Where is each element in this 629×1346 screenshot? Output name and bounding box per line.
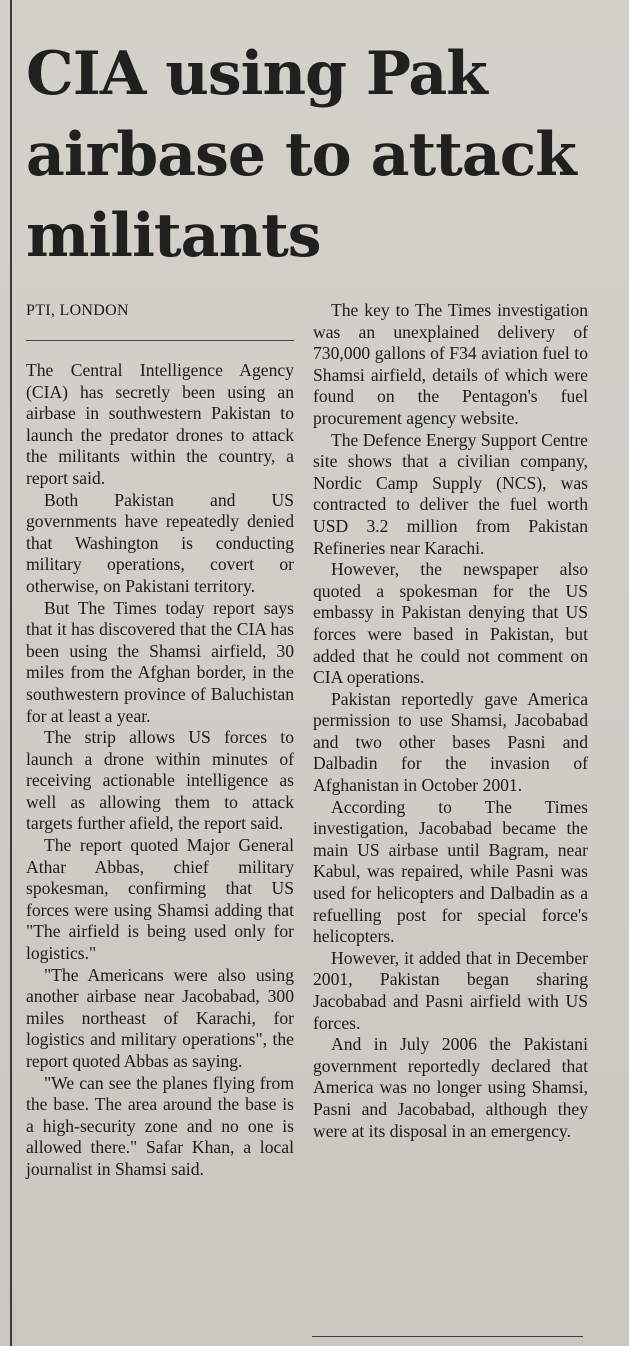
paragraph: However, it added that in December 2001, Pakistan began sharing Jacobabad and Pasni airfield with US forces. [313,947,588,1033]
column-rule [10,0,12,1346]
byline: PTI, LONDON [26,300,294,341]
paragraph: "The Americans were also using another airbase near Jacobabad, 300 miles northeast of Karachi, for logistics and military operations", the report quoted Abbas as saying. [26,964,294,1071]
paragraph: And in July 2006 the Pakistani government reportedly declared that America was no longer using Shamsi, Pasni and Jacobabad, although they were at its disposal in an emergency. [313,1034,588,1141]
paragraph: Pakistan reportedly gave America permission to use Shamsi, Jacobabad and two other bases Pasni and Dalbadin for the invasion of Afghanistan in October 2001. [313,688,588,796]
paragraph: The Central Intelligence Agency (CIA) has secretly been using an airbase in southwestern Pakistan to launch the predator drones to attack the militants within the country, a report said. [26,360,294,488]
paragraph: "We can see the planes flying from the base. The area around the base is a high-security zone and no one is allowed there." Safar Khan, a local journalist in Shamsi said. [26,1072,294,1179]
right-column [313,300,588,1142]
paragraph: However, the newspaper also quoted a spokesman for the US embassy in Pakistan denying that US forces were based in Pakistan, but added that he could not comment on CIA operations. [313,559,588,688]
headline: CIA using Pak airbase to attack militants [26,39,576,271]
bottom-rule [312,1336,583,1337]
paragraph: The strip allows US forces to launch a drone within minutes of receiving actionable intelligence as well as allowing them to attack targets further afield, the report said. [26,727,294,834]
paragraph: The key to The Times investigation was an unexplained delivery of 730,000 gallons of F34 aviation fuel to Shamsi airfield, details of which were found on the Pentagon's fuel procurement agency website. [313,300,588,428]
paragraph: The Defence Energy Support Centre site shows that a civilian company, Nordic Camp Supply (NCS), was contracted to deliver the fuel worth USD 3.2 million from Pakistan Refineries near Karachi. [313,429,588,558]
left-column [26,300,294,1181]
paragraph: The report quoted Major General Athar Abbas, chief military spokesman, confirming that US forces were using Shamsi adding that "The airfield is being used only for logistics." [26,835,294,964]
paragraph: But The Times today report says that it has discovered that the CIA has been using the Shamsi airfield, 30 miles from the Afghan border, in the southwestern province of Baluchistan for at least a year. [26,597,294,726]
paragraph: Both Pakistan and US governments have repeatedly denied that Washington is conducting military operations, covert or otherwise, on Pakistani territory. [26,489,294,596]
paragraph: According to The Times investigation, Jacobabad became the main US airbase until Bagram, near Kabul, was repaired, while Pasni was used for helicopters and Dalbadin as a refuelling post for special force's helicopters. [313,796,588,947]
